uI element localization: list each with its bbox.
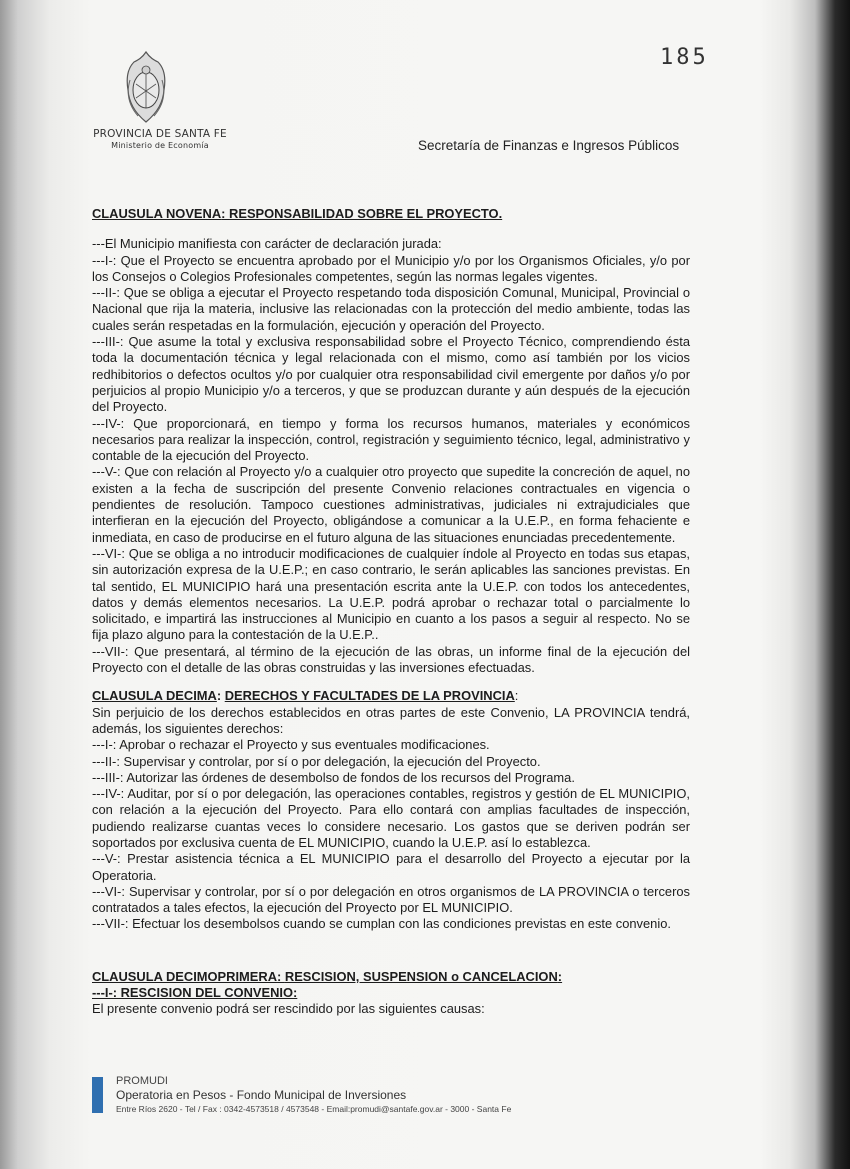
clausula-novena-heading: CLAUSULA NOVENA: RESPONSABILIDAD SOBRE EL PROYECTO.: [92, 206, 503, 221]
footer-contact: Entre Ríos 2620 - Tel / Fax : 0342-4573518 / 4573548 - Email:promudi@santafe.gov.ar - 3000 - Santa Fe: [116, 1104, 512, 1114]
footer-accent-bar: [92, 1077, 103, 1113]
clause-item: ---II-: Que se obliga a ejecutar el Proyecto respetando toda disposición Comunal, Municipal, Provincial o Nacional que rija la materia, inclusive las relacionadas con la protección del medio ambiente, todas las cuales serán respetadas en la formulación, ejecución y operación del Proyecto.: [92, 285, 690, 333]
heading-title: DERECHOS Y FACULTADES DE LA PROVINCIA: [224, 688, 515, 704]
clause-item: ---VI-: Supervisar y controlar, por sí o por delegación en otros organismos de LA PROVINCIA o terceros contratados a tales efectos, la ejecución del Proyecto por EL MUNICIPIO.: [92, 883, 690, 916]
clausula-decima-heading: CLAUSULA DECIMA: DERECHOS Y FACULTADES DE LA PROVINCIA:: [92, 688, 519, 704]
clause-item: ---V-: Prestar asistencia técnica a EL MUNICIPIO para el desarrollo del Proyecto a ejecutar por la Operatoria.: [92, 851, 690, 883]
province-crest-icon: [120, 50, 172, 128]
ministry-label: Ministerio de Economía: [111, 141, 209, 150]
page-number: 185: [660, 45, 709, 70]
clause-item: ---V-: Que con relación al Proyecto y/o a cualquier otro proyecto que supedite la concreción de aquel, no existen a la fecha de suscripción del presente Convenio relaciones contractuales en vigencia o pendientes de resolución. Tampoco cuestiones administrativas, judiciales ni extrajudiciales que interfieran en la ejecución del Proyecto, obligándose a comunicar a la U.E.P., en forma fehaciente e inmediata, en caso de producirse en el futuro alguna de las situaciones enunciadas precedentemente.: [92, 464, 690, 545]
clause-item: ---III-: Que asume la total y exclusiva responsabilidad sobre el Proyecto Técnico, comprendiendo ésta toda la documentación técnica y legal relacionada con el mismo, como así también por los vicios redhibitorios o defectos ocultos y/o por cualquier otra responsabilidad civil emergente por daños y/o por perjuicios al propio Municipio y/o a terceros, y que se produzcan durante y aún después de la ejecución del Proyecto.: [92, 334, 690, 415]
province-label: PROVINCIA DE SANTA FE: [93, 128, 227, 140]
footer-org: PROMUDI: [116, 1075, 168, 1087]
clause-item: ---VI-: Que se obliga a no introducir modificaciones de cualquier índole al Proyecto en todas sus etapas, sin autorización expresa de la U.E.P.; en caso contrario, le serán aplicables las sanciones previstas. En tal sentido, EL MUNICIPIO hará una presentación escrita ante la U.E.P. con todos los antecedentes, datos y demás elementos necesarios. La U.E.P. podrá aprobar o rechazar total o parcialmente lo solicitado, e impartirá las instrucciones al Municipio en cuanto a los pasos a seguir al respecto. No se fija plazo alguno para la contestación de la U.E.P..: [92, 545, 690, 643]
heading-label: CLAUSULA DECIMOPRIMERA: [92, 968, 278, 984]
heading-title: RESCISION, SUSPENSION o CANCELACION: [284, 968, 558, 984]
clause-item: ---I-: Aprobar o rechazar el Proyecto y sus eventuales modificaciones.: [92, 737, 490, 753]
secretaria-label: Secretaría de Finanzas e Ingresos Públicos: [418, 138, 680, 153]
paragraph: ---El Municipio manifiesta con carácter de declaración jurada:: [92, 236, 442, 252]
heading-title: RESPONSABILIDAD SOBRE EL PROYECTO.: [229, 206, 503, 221]
clause-item: ---VII-: Efectuar los desembolsos cuando se cumplan con las condiciones previstas en este convenio.: [92, 916, 671, 932]
heading-label: CLAUSULA DECIMA: [92, 688, 217, 704]
clause-item: ---IV-: Que proporcionará, en tiempo y forma los recursos humanos, materiales y económicos necesarios para realizar la inspección, control, registración y seguimiento técnico, legal, administrativo y contable de la ejecución del Proyecto.: [92, 415, 690, 464]
province-name: [90, 128, 230, 150]
clausula-decimoprimera-heading: CLAUSULA DECIMOPRIMERA: RESCISION, SUSPENSION o CANCELACION:: [92, 968, 563, 984]
clause-item: ---VII-: Que presentará, al término de la ejecución de las obras, un informe final de la ejecución del Proyecto con el detalle de las obras construidas y las inversiones efectuadas.: [92, 643, 690, 676]
document-body: [92, 206, 690, 1018]
clause-item: ---I-: Que el Proyecto se encuentra aprobado por el Municipio y/o por los Organismos Oficiales, y/o por los Consejos o Colegios Profesionales competentes, según las normas legales vigentes.: [92, 252, 690, 284]
clause-item: ---III-: Autorizar las órdenes de desembolso de fondos de los recursos del Programa.: [92, 769, 575, 785]
sub-heading: ---I-: RESCISION DEL CONVENIO:: [92, 985, 298, 1001]
clause-item: ---II-: Supervisar y controlar, por sí o por delegación, la ejecución del Proyecto.: [92, 753, 541, 769]
clause-item: ---IV-: Auditar, por sí o por delegación, las operaciones contables, registros y gestión de EL MUNICIPIO, con relación a la ejecución del Proyecto. Para ello contará con amplias facultades de inspección, pudiendo realizarse cuantas veces lo considere necesario. Los gastos que se deriven podrán ser soportados por exclusiva cuenta de EL MUNICIPIO, cuando la U.E.P. así lo establezca.: [92, 786, 690, 850]
heading-label: CLAUSULA NOVENA: [92, 206, 222, 221]
paragraph: Sin perjuicio de los derechos establecidos en otras partes de este Convenio, LA PROVINCIA tendrá, además, los siguientes derechos:: [92, 704, 690, 736]
footer: [92, 1075, 592, 1115]
paragraph: El presente convenio podrá ser rescindido por las siguientes causas:: [92, 1001, 485, 1017]
footer-program: Operatoria en Pesos - Fondo Municipal de Inversiones: [116, 1088, 407, 1102]
